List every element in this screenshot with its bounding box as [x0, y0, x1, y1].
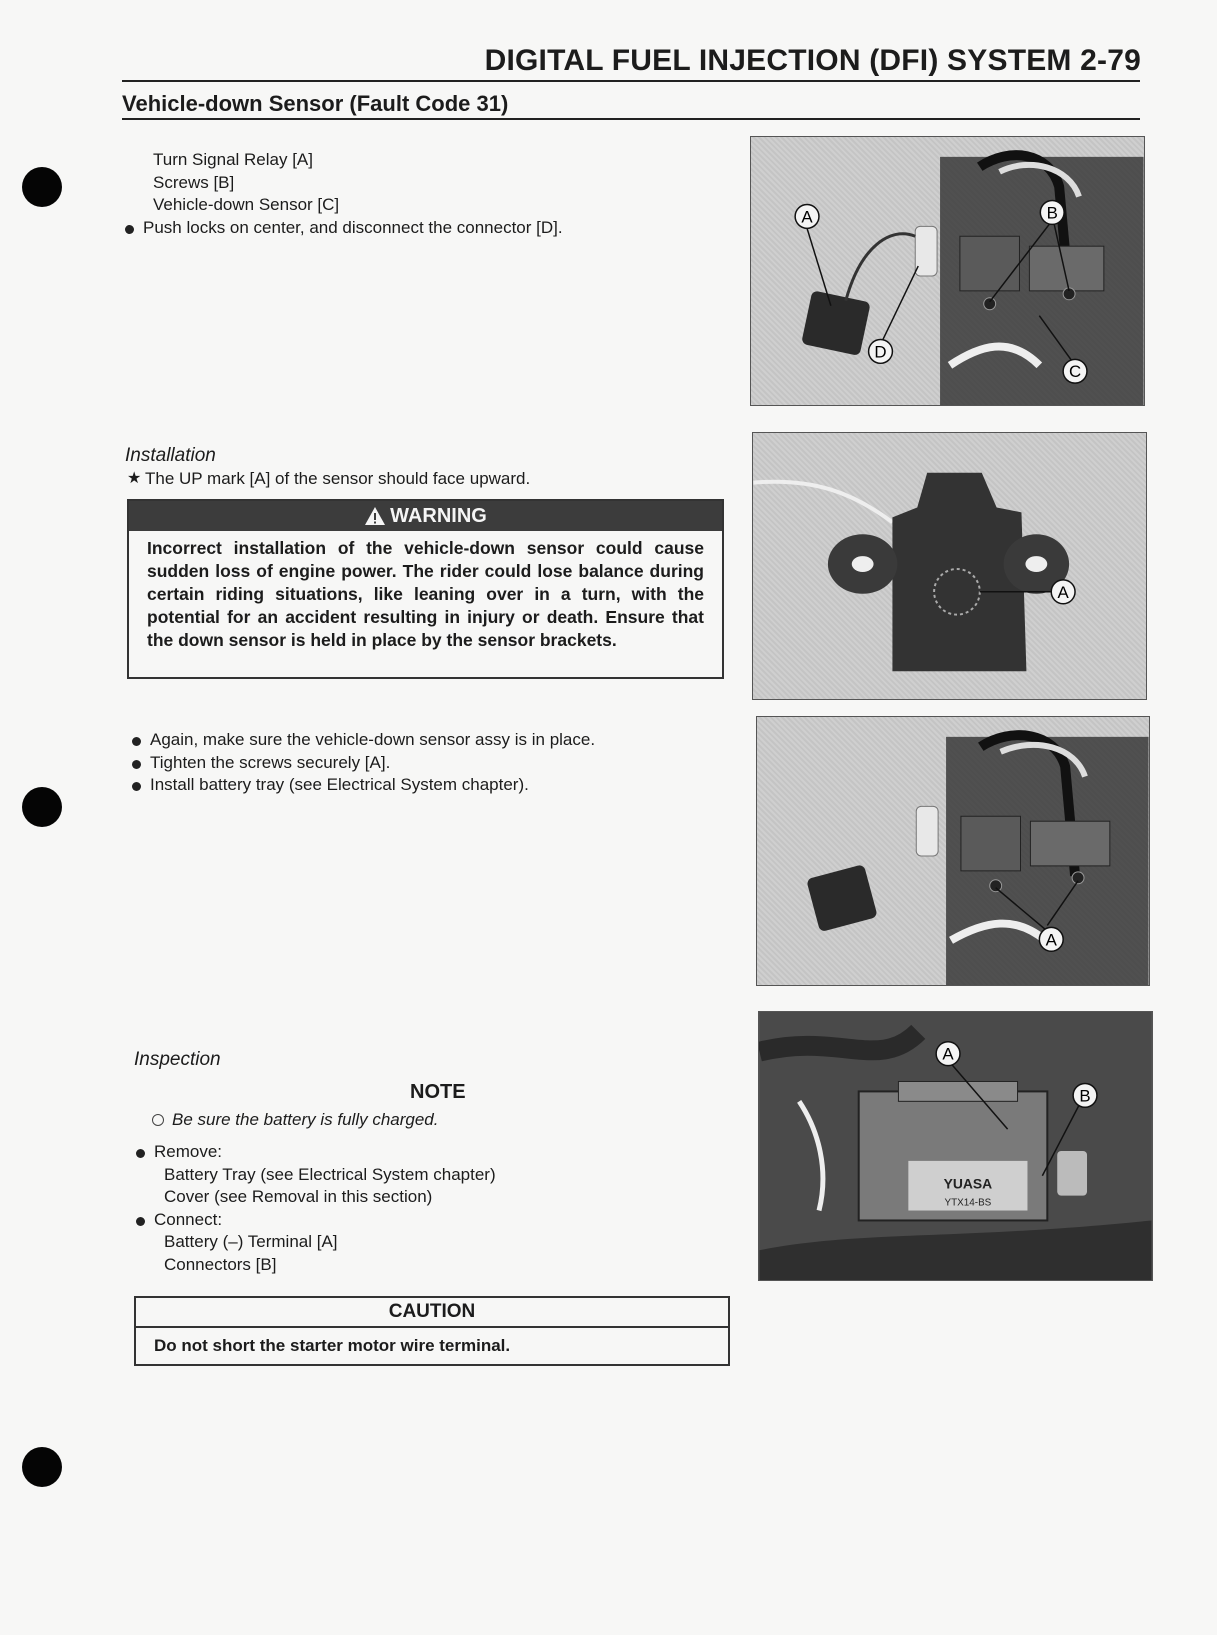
installation-heading: Installation — [125, 445, 216, 466]
removal-item: Vehicle-down Sensor [C] — [153, 195, 340, 214]
binder-hole-bottom — [22, 1447, 62, 1487]
chapter-title: DIGITAL FUEL INJECTION (DFI) SYSTEM 2-79 — [484, 44, 1141, 77]
removal-item: Screws [B] — [153, 172, 235, 192]
figure-label: B — [1079, 1086, 1091, 1106]
removal-bullet: Push locks on center, and disconnect the connector [D]. — [123, 217, 723, 240]
binder-hole-middle — [22, 787, 62, 827]
figure-battery — [758, 1011, 1153, 1281]
section-rule — [122, 118, 1140, 120]
installation-bullets — [130, 729, 720, 797]
figure-label: A — [1057, 582, 1069, 602]
warning-box — [127, 499, 724, 679]
figure-sensor-removal — [750, 136, 1145, 406]
figure-label: C — [1068, 362, 1082, 382]
note-text: Be sure the battery is fully charged. — [172, 1110, 439, 1129]
connect-label: Connect: — [134, 1209, 724, 1232]
caution-label: CAUTION — [136, 1298, 728, 1328]
inspection-heading: Inspection — [134, 1049, 221, 1070]
installation-bullet: Tighten the screws securely [A]. — [130, 752, 720, 775]
caution-text: Do not short the starter motor wire terminal. — [154, 1336, 511, 1355]
removal-block — [123, 149, 723, 239]
installation-bullet: Install battery tray (see Electrical System chapter). — [130, 774, 720, 797]
binder-hole-top — [22, 167, 62, 207]
remove-item: Battery Tray (see Electrical System chapter) — [164, 1164, 496, 1184]
connect-item: Connectors [B] — [164, 1254, 277, 1274]
figure-screws — [756, 716, 1150, 986]
removal-item: Turn Signal Relay [A] — [153, 150, 313, 169]
figure-sensor-removal-illustration — [751, 137, 1144, 405]
battery-model: YTX14-BS — [944, 1197, 992, 1209]
warning-text: Incorrect installation of the vehicle-down sensor could cause sudden loss of engine power. The rider could lose balance during certain riding situations, like leaning over in a turn, with the potential for an accident resulting in injury or death. Ensure that the down sensor is held in place by the sensor brackets. — [147, 538, 704, 650]
inspection-steps — [134, 1141, 724, 1276]
figure-label: A — [942, 1044, 954, 1064]
section-title: Vehicle-down Sensor (Fault Code 31) — [122, 91, 509, 116]
circle-bullet-icon — [152, 1114, 164, 1126]
figure-battery-illustration — [759, 1012, 1152, 1280]
warning-header — [129, 501, 722, 531]
installation-bullet: Again, make sure the vehicle-down sensor assy is in place. — [130, 729, 720, 752]
battery-brand: YUASA — [943, 1175, 993, 1192]
note-label: NOTE — [410, 1081, 466, 1103]
caution-box — [134, 1296, 730, 1366]
figure-label: D — [874, 342, 887, 362]
warning-triangle-icon — [364, 506, 386, 526]
remove-item: Cover (see Removal in this section) — [164, 1187, 433, 1206]
warning-label: WARNING — [390, 505, 487, 527]
note-item — [152, 1110, 438, 1130]
figure-label: A — [801, 207, 813, 227]
installation-star-note: ★ The UP mark [A] of the sensor should face upward. — [127, 468, 1217, 491]
figure-screws-illustration — [757, 717, 1149, 985]
figure-sensor-up-mark-illustration — [753, 433, 1146, 699]
figure-label: A — [1045, 930, 1057, 950]
connect-item: Battery (–) Terminal [A] — [164, 1232, 338, 1251]
remove-label: Remove: — [134, 1141, 724, 1164]
figure-label: B — [1046, 203, 1058, 223]
figure-sensor-up-mark — [752, 432, 1147, 700]
header-rule — [122, 80, 1140, 82]
